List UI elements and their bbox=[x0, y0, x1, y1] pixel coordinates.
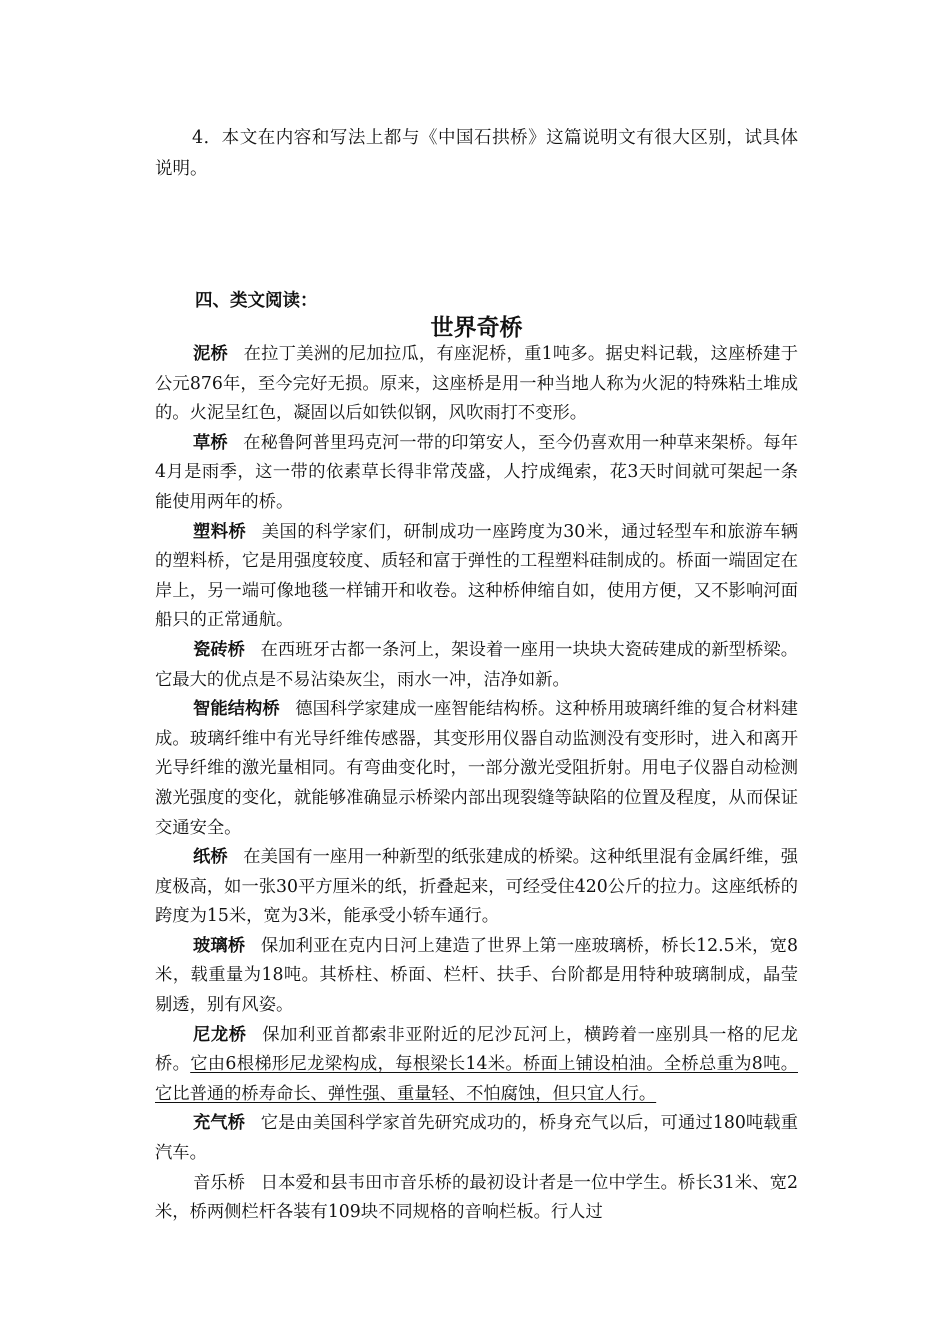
paragraph-smart-bridge bbox=[155, 695, 798, 843]
paragraph-text: 日本爱和县韦田市音乐桥的最初设计者是一位中学生。桥长31米、宽2米，桥两侧栏杆各装有109块不同规格的音响栏板。行人过 bbox=[155, 1172, 798, 1223]
paragraph-nylon-bridge bbox=[155, 1021, 798, 1110]
question-4: 4．本文在内容和写法上都与《中国石拱桥》这篇说明文有很大区别，试具体说明。 bbox=[155, 128, 798, 179]
paragraph-text: 保加利亚首都索非亚附近的尼沙瓦河上，横跨着一座别具一格的尼龙桥。 bbox=[155, 1024, 798, 1075]
paragraph-grass-bridge bbox=[155, 429, 798, 518]
paragraph-music-bridge bbox=[155, 1169, 798, 1228]
paragraph-text: 美国的科学家们，研制成功一座跨度为30米，通过轻型车和旅游车辆的塑料桥，它是用强度较度、质轻和富于弹性的工程塑料硅制成的。桥面一端固定在岸上，另一端可像地毯一样铺开和收卷。这种桥伸缩自如，使用方便，又不影响河面船只的正常通航。 bbox=[155, 521, 798, 631]
bridge-name: 塑料桥 bbox=[193, 521, 247, 542]
bridge-name: 智能结构桥 bbox=[193, 699, 280, 720]
bridge-name: 充气桥 bbox=[193, 1113, 246, 1134]
paragraph-plastic-bridge bbox=[155, 518, 798, 636]
article-body bbox=[155, 340, 798, 1228]
paragraph-text: 在拉丁美洲的尼加拉瓜，有座泥桥，重1吨多。据史料记载，这座桥建于公元876年，至今完好无损。原来，这座桥是用一种当地人称为火泥的特殊粘土堆成的。火泥呈红色，凝固以后如铁似钢，风吹雨打不变形。 bbox=[155, 344, 798, 424]
paragraph-text: 它是由美国科学家首先研究成功的，桥身充气以后，可通过180吨载重汽车。 bbox=[155, 1113, 798, 1164]
paragraph-text: 保加利亚在克内日河上建造了世界上第一座玻璃桥，桥长12.5米，宽8米，载重量为18吨。其桥柱、桥面、栏杆、扶手、台阶都是用特种玻璃制成，晶莹剔透，别有风姿。 bbox=[155, 935, 798, 1016]
paragraph-inflatable-bridge bbox=[155, 1109, 798, 1168]
bridge-name: 纸桥 bbox=[193, 847, 228, 868]
paragraph-tile-bridge bbox=[155, 636, 798, 695]
paragraph-text: 在美国有一座用一种新型的纸张建成的桥梁。这种纸里混有金属纤维，强度极高，如一张30平方厘米的纸，折叠起来，可经受住420公斤的拉力。这座纸桥的跨度为15米，宽为3米，能承受小轿车通行。 bbox=[155, 847, 798, 927]
paragraph-text: 在秘鲁阿普里玛克河一带的印第安人，至今仍喜欢用一种草来架桥。每年4月是雨季，这一带的依素草长得非常茂盛，人拧成绳索，花3天时间就可架起一条能使用两年的桥。 bbox=[155, 432, 798, 512]
paragraph-glass-bridge bbox=[155, 932, 798, 1021]
bridge-name: 泥桥 bbox=[193, 344, 229, 364]
article-title: 世界奇桥 bbox=[430, 315, 523, 341]
paragraph-mud-bridge bbox=[155, 340, 798, 429]
bridge-name: 尼龙桥 bbox=[193, 1024, 247, 1045]
paragraph-text: 在西班牙古都一条河上，架设着一座用一块块大瓷砖建成的新型桥梁。它最大的优点是不易沾染灰尘，雨水一冲，洁净如新。 bbox=[155, 639, 798, 690]
paragraph-text: 德国科学家建成一座智能结构桥。这种桥用玻璃纤维的复合材料建成。玻璃纤维中有光导纤维传感器，其变形用仪器自动监测没有变形时，进入和离开光导纤维的激光量相同。有弯曲变化时，一部分激光受阻折射。用电子仪器自动检测激光强度的变化，就能够准确显示桥梁内部出现裂缝等缺陷的位置及程度，从而保证交通安全。 bbox=[155, 699, 798, 838]
bridge-name: 瓷砖桥 bbox=[193, 639, 246, 660]
bridge-name: 玻璃桥 bbox=[193, 935, 246, 956]
bridge-name: 草桥 bbox=[193, 432, 228, 453]
underlined-passage: 它由6根梯形尼龙梁构成，每根梁长14米。桥面上铺设柏油。全桥总重为8吨。它比普通的桥寿命长、弹性强、重量轻、不怕腐蚀，但只宜人行。 bbox=[155, 1054, 798, 1104]
bridge-name: 音乐桥 bbox=[193, 1172, 246, 1193]
section-heading: 四、类文阅读： bbox=[195, 291, 318, 311]
paragraph-paper-bridge bbox=[155, 843, 798, 932]
